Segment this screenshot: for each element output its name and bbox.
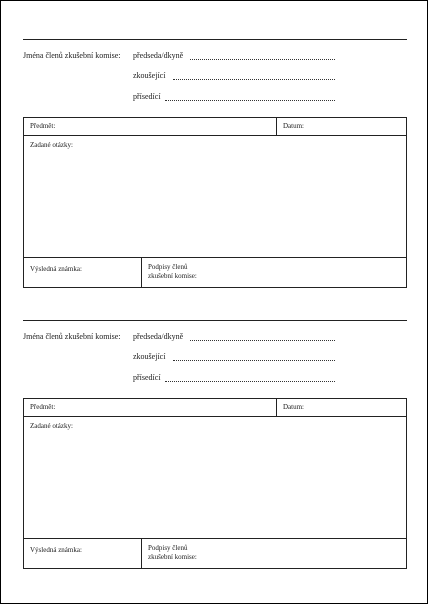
member-line-chair xyxy=(133,332,335,342)
signatures-label-line2: zkušební komise: xyxy=(148,272,197,280)
chair-name-field[interactable] xyxy=(190,340,335,341)
assessor-name-field[interactable] xyxy=(165,100,335,101)
signatures-label-line2: zkušební komise: xyxy=(148,553,197,561)
grade-signature-row xyxy=(24,257,406,287)
signatures-label-line1: Podpisy členů xyxy=(148,263,188,271)
member-line-assessor xyxy=(133,373,335,383)
commission-members-label: Jména členů zkušební komise: xyxy=(23,51,121,60)
examiner-role-label: zkoušející xyxy=(133,352,166,361)
exam-record-form-2 xyxy=(0,320,428,580)
subject-date-row xyxy=(24,118,406,136)
examiner-name-field[interactable] xyxy=(173,360,335,361)
exam-record-form-1 xyxy=(0,39,428,299)
grade-label: Výsledná známka: xyxy=(30,546,82,554)
member-line-chair xyxy=(133,51,335,61)
column-divider xyxy=(276,118,277,135)
examiner-name-field[interactable] xyxy=(173,79,335,80)
chair-name-field[interactable] xyxy=(190,59,335,60)
assessor-role-label: přísedící xyxy=(133,373,161,382)
separator-line xyxy=(23,39,407,40)
date-label: Datum: xyxy=(283,122,304,130)
subject-label: Předmět: xyxy=(30,403,56,411)
column-divider xyxy=(141,258,142,287)
chair-role-label: předseda/dkyně xyxy=(133,51,184,60)
questions-label: Zadané otázky: xyxy=(30,422,73,430)
examiner-role-label: zkoušející xyxy=(133,71,166,80)
grade-signature-row xyxy=(24,538,406,568)
member-line-examiner xyxy=(133,71,335,81)
signatures-label-line1: Podpisy členů xyxy=(148,544,188,552)
subject-label: Předmět: xyxy=(30,122,56,130)
grade-label: Výsledná známka: xyxy=(30,265,82,273)
column-divider xyxy=(141,539,142,568)
column-divider xyxy=(276,399,277,416)
signatures-label xyxy=(148,263,197,281)
subject-date-row xyxy=(24,399,406,417)
commission-members-label: Jména členů zkušební komise: xyxy=(23,332,121,341)
chair-role-label: předseda/dkyně xyxy=(133,332,184,341)
date-label: Datum: xyxy=(283,403,304,411)
assessor-name-field[interactable] xyxy=(165,381,335,382)
member-line-examiner xyxy=(133,352,335,362)
questions-label: Zadané otázky: xyxy=(30,141,73,149)
member-line-assessor xyxy=(133,92,335,102)
assessor-role-label: přísedící xyxy=(133,92,161,101)
exam-table xyxy=(23,117,407,288)
exam-table xyxy=(23,398,407,569)
signatures-label xyxy=(148,544,197,562)
separator-line xyxy=(23,320,407,321)
